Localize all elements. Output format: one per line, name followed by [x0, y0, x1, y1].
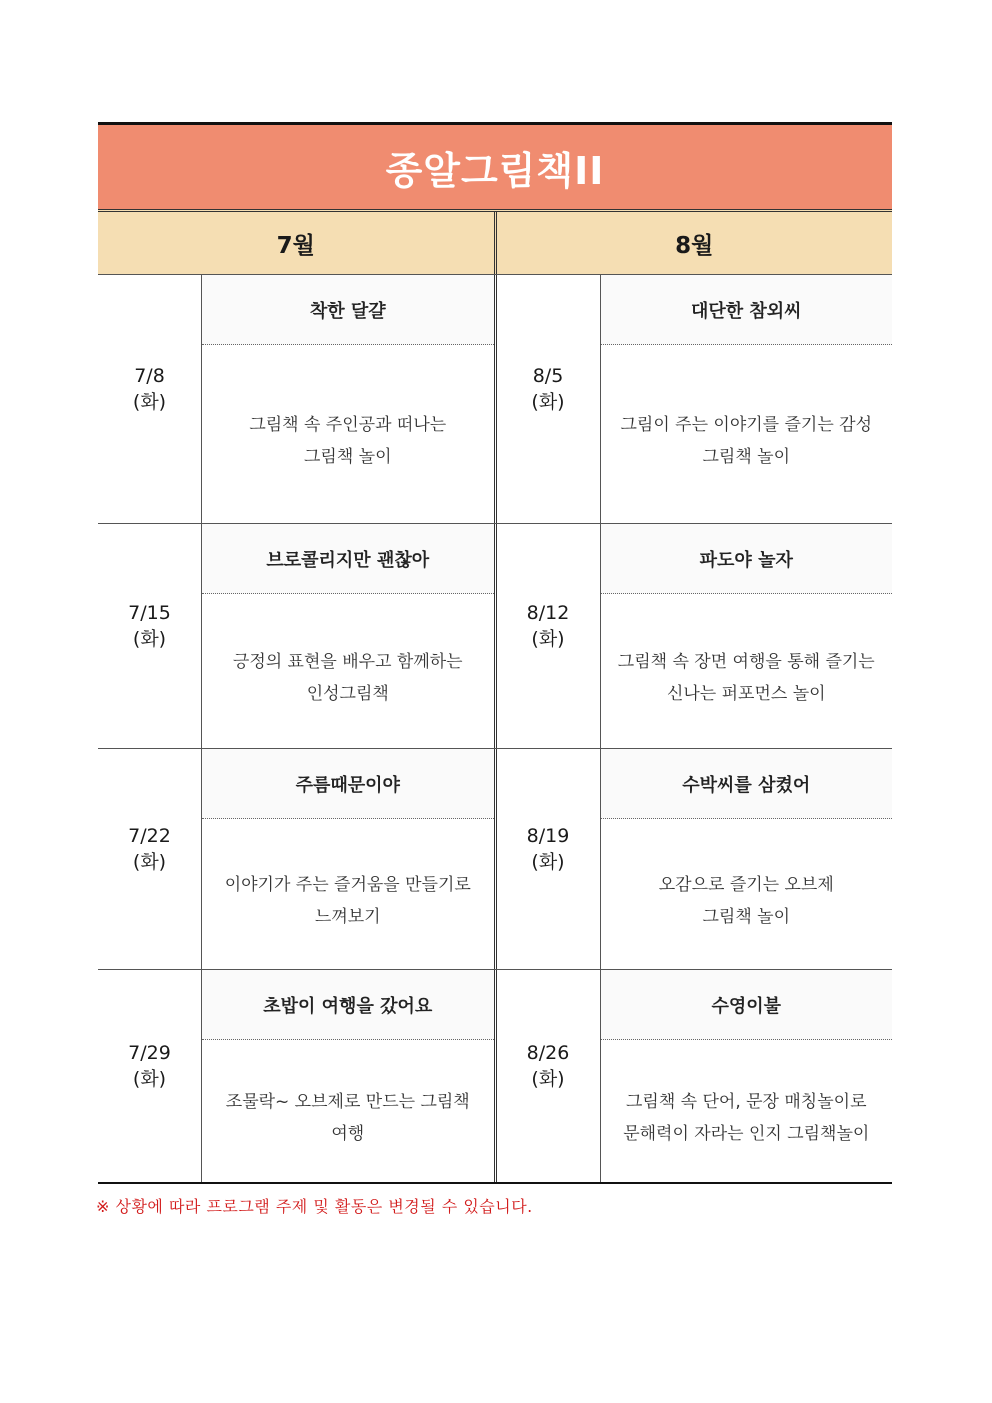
date-text: 8/12	[526, 602, 570, 624]
description-line: 그림책 놀이	[702, 907, 790, 927]
schedule-table	[98, 122, 892, 1184]
date-text: 7/22	[128, 825, 171, 847]
weekday-text: (화)	[531, 628, 565, 650]
session-date	[497, 970, 601, 1182]
session-date	[98, 970, 202, 1182]
weekday-text: (화)	[531, 391, 565, 413]
program-description	[601, 1040, 893, 1182]
session-content	[202, 524, 494, 748]
july-session	[98, 749, 497, 969]
program-title: 수영이불	[601, 970, 893, 1040]
program-description	[601, 345, 893, 523]
session-content	[601, 524, 893, 748]
description-line: 이야기가 주는 즐거움을 만들기로	[224, 875, 471, 895]
session-content	[202, 275, 494, 523]
date-text: 8/26	[526, 1042, 570, 1064]
description-line: 오감으로 즐기는 오브제	[658, 875, 834, 895]
session-date	[98, 275, 202, 523]
program-title: 대단한 참외씨	[601, 275, 893, 345]
weekday-text: (화)	[132, 851, 167, 873]
program-title: 파도야 놀자	[601, 524, 893, 594]
session-date	[497, 749, 601, 969]
session-content	[202, 970, 494, 1182]
description-line: 그림책 속 단어, 문장 매칭놀이로	[625, 1092, 867, 1112]
weekday-text: (화)	[531, 851, 565, 873]
description-line: 느껴보기	[314, 907, 381, 927]
program-title: 수박씨를 삼켰어	[601, 749, 893, 819]
weekday-text: (화)	[132, 391, 167, 413]
description-line: 인성그림책	[306, 684, 389, 704]
week-row	[98, 970, 892, 1184]
program-title: 초밥이 여행을 갔어요	[202, 970, 494, 1040]
description-line: 문해력이 자라는 인지 그림책놀이	[623, 1124, 870, 1144]
week-row	[98, 749, 892, 970]
description-line: 신나는 퍼포먼스 놀이	[666, 684, 826, 704]
week-row	[98, 275, 892, 524]
july-session	[98, 524, 497, 748]
session-date	[98, 749, 202, 969]
change-notice: ※ 상황에 따라 프로그램 주제 및 활동은 변경될 수 있습니다.	[96, 1197, 533, 1216]
weekday-text: (화)	[531, 1068, 565, 1090]
description-line: 그림이 주는 이야기를 즐기는 감성	[620, 415, 873, 435]
description-line: 그림책 속 주인공과 떠나는	[249, 415, 447, 435]
description-line: 여행	[331, 1124, 365, 1144]
program-title: 브로콜리지만 괜찮아	[202, 524, 494, 594]
session-date	[497, 524, 601, 748]
description-line: 조물락~ 오브제로 만드는 그림책	[225, 1092, 470, 1112]
description-line: 그림책 놀이	[303, 447, 392, 467]
date-text: 8/5	[532, 365, 564, 387]
session-content	[202, 749, 494, 969]
session-content	[601, 970, 893, 1182]
month-header-row	[98, 209, 892, 275]
session-date	[497, 275, 601, 523]
date-text: 8/19	[526, 825, 570, 847]
program-description	[202, 819, 494, 969]
page-title: 종알그림책II	[98, 122, 892, 209]
description-line: 그림책 속 장면 여행을 통해 즐기는	[617, 652, 875, 672]
program-description	[202, 345, 494, 523]
august-session	[497, 970, 893, 1182]
session-content	[601, 749, 893, 969]
august-session	[497, 524, 893, 748]
date-text: 7/15	[128, 602, 171, 624]
weekday-text: (화)	[132, 628, 167, 650]
july-session	[98, 970, 497, 1182]
august-session	[497, 275, 893, 523]
week-row	[98, 524, 892, 749]
month-header-july: 7월	[98, 212, 497, 274]
description-line: 그림책 놀이	[702, 447, 790, 467]
program-title: 착한 달걀	[202, 275, 494, 345]
august-session	[497, 749, 893, 969]
program-description	[202, 1040, 494, 1182]
date-text: 7/29	[128, 1042, 171, 1064]
program-description	[601, 594, 893, 748]
month-header-august: 8월	[675, 232, 714, 259]
program-description	[601, 819, 893, 969]
date-text: 7/8	[134, 365, 165, 387]
session-date	[98, 524, 202, 748]
description-line: 긍정의 표현을 배우고 함께하는	[232, 652, 463, 672]
weekday-text: (화)	[132, 1068, 167, 1090]
program-title: 주름때문이야	[202, 749, 494, 819]
july-session	[98, 275, 497, 523]
session-content	[601, 275, 893, 523]
program-description	[202, 594, 494, 748]
